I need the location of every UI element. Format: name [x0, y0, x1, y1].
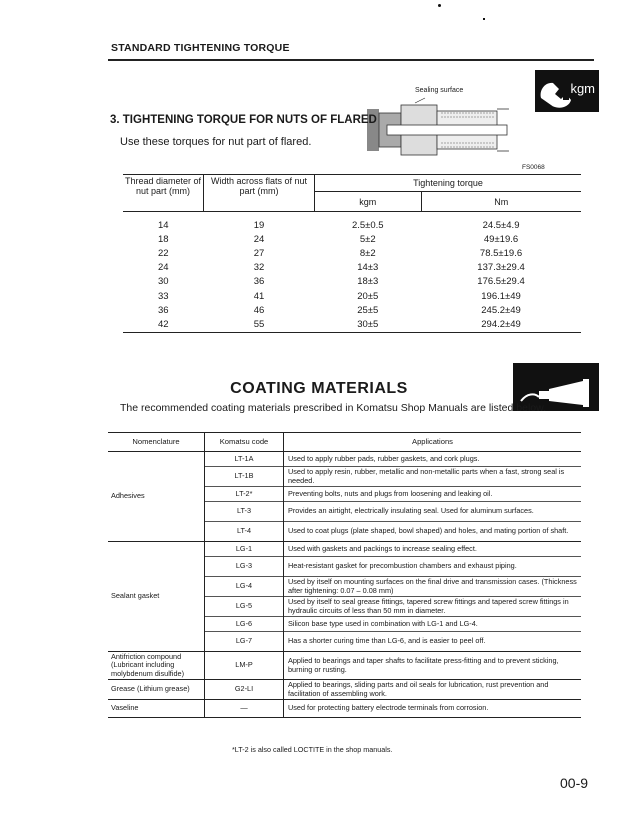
kgm-cell: 20±5 [357, 290, 379, 302]
width-cell: 27 [253, 247, 265, 259]
application-cell: Used for protecting battery electrode terminals from corrosion. [288, 703, 489, 713]
nm-cell: 137.3±29.4 [477, 262, 525, 274]
table-row [123, 218, 581, 232]
width-cell: 41 [253, 290, 265, 302]
thread-cell: 24 [157, 262, 169, 274]
table-row [123, 232, 581, 246]
page-number: 00-9 [560, 775, 589, 791]
code-cell: LG-3 [205, 557, 284, 577]
width-cell: 32 [253, 262, 265, 274]
section-title: 3. TIGHTENING TORQUE FOR NUTS OF FLARED [110, 114, 377, 126]
table-row [123, 303, 581, 317]
application-cell: Provides an airtight, electrically insulating seal. Used for aluminum surfaces. [288, 506, 534, 516]
code-cell: LG-4 [205, 577, 284, 597]
application-cell: Used with gaskets and packings to increase sealing effect. [288, 543, 477, 553]
thread-cell: 22 [157, 247, 169, 259]
header-rule [108, 59, 594, 61]
code-cell: LT-3 [205, 502, 284, 522]
figure-code: FS0068 [522, 164, 545, 171]
application-cell: Has a shorter curing time than LG-6, and is easier to peel off. [288, 636, 486, 646]
coating-table [108, 432, 581, 718]
col-header-kgm: kgm [315, 192, 422, 212]
nm-cell: 245.2±49 [481, 304, 521, 316]
application-cell: Applied to bearings, sliding parts and oil seals for lubrication, rust prevention and facilitation of assembling work. [288, 680, 549, 698]
col-header-code: Komatsu code [205, 433, 284, 452]
nm-cell: 294.2±49 [481, 318, 521, 330]
width-cell: 36 [253, 276, 265, 288]
table-row [108, 700, 581, 718]
table-row [123, 261, 581, 275]
thread-cell: 18 [157, 233, 169, 245]
flared-nut-diagram [367, 95, 512, 165]
application-cell: Preventing bolts, nuts and plugs from loosening and leaking oil. [288, 488, 493, 498]
speck-mark [438, 4, 441, 7]
col-header-tightening: Tightening torque [315, 175, 582, 192]
code-cell: LT-1B [205, 467, 284, 487]
nm-cell: 176.5±29.4 [477, 276, 525, 288]
application-cell: Silicon base type used in combination with LG-1 and LG-4. [288, 618, 478, 628]
application-cell: Applied to bearings and taper shafts to facilitate press-fitting and to prevent sticking, burning or rusting. [288, 656, 559, 674]
kgm-cell: 2.5±0.5 [351, 219, 384, 231]
table-row [108, 680, 581, 700]
code-cell: G2-LI [205, 680, 284, 700]
kgm-label: kgm [570, 81, 595, 96]
table-row [108, 652, 581, 680]
page-header-title: STANDARD TIGHTENING TORQUE [111, 42, 290, 54]
group-adhesives: Adhesives [108, 452, 205, 542]
coating-title: COATING MATERIALS [230, 380, 408, 397]
nm-cell: 24.5±4.9 [482, 219, 520, 231]
width-cell: 55 [253, 318, 265, 330]
kgm-cell: 25±5 [357, 304, 379, 316]
kgm-cell: 18±3 [357, 276, 379, 288]
code-cell: LM-P [205, 652, 284, 680]
code-cell: LG-6 [205, 617, 284, 632]
thread-cell: 30 [157, 276, 169, 288]
kgm-cell: 5±2 [359, 233, 376, 245]
group-antifriction: Antifriction compound (Lubricant including molybdenum disulfide) [108, 652, 205, 680]
thread-cell: 36 [157, 304, 169, 316]
table-row [123, 246, 581, 260]
code-cell: LT-1A [205, 452, 284, 467]
coating-subtitle: The recommended coating materials prescribed in Komatsu Shop Manuals are listed below. [120, 402, 547, 414]
col-header-thread: Thread diameter of nut part (mm) [123, 175, 204, 212]
section-subtitle: Use these torques for nut part of flared. [120, 136, 312, 148]
code-cell: LG-5 [205, 597, 284, 617]
table-row [123, 275, 581, 289]
application-cell: Used to apply rubber pads, rubber gaskets, and cork plugs. [288, 453, 480, 463]
kgm-cell: 14±3 [357, 262, 379, 274]
width-cell: 19 [253, 219, 265, 231]
group-grease: Grease (Lithium grease) [108, 680, 205, 700]
group-sealant-gasket: Sealant gasket [108, 542, 205, 652]
nm-cell: 49±19.6 [483, 233, 519, 245]
speck-mark [483, 18, 485, 20]
application-cell: Used by itself on mounting surfaces on the final drive and transmission cases. (Thickness after tightening: 0.07 – 0.08 mm) [288, 577, 577, 595]
code-cell: LT-2* [205, 487, 284, 502]
footnote: *LT-2 is also called LOCTITE in the shop manuals. [232, 745, 393, 754]
nm-cell: 196.1±49 [481, 290, 521, 302]
kgm-cell: 30±5 [357, 318, 379, 330]
wrench-kgm-icon [535, 70, 599, 112]
table-row [123, 289, 581, 303]
thread-cell: 14 [157, 219, 169, 231]
application-cell: Used to apply resin, rubber, metallic and non-metallic parts when a fast, strong seal is needed. [288, 467, 565, 485]
application-cell: Used by itself to seal grease fittings, tapered screw fittings and tapered screw fittings in hydraulic circuits of less than 50 mm in diameter. [288, 597, 569, 615]
col-header-applications: Applications [412, 436, 453, 446]
thread-cell: 42 [157, 318, 169, 330]
col-header-nm: Nm [494, 196, 509, 207]
table-row [123, 317, 581, 332]
col-header-width: Width across flats of nut part (mm) [204, 175, 315, 212]
nm-cell: 78.5±19.6 [479, 247, 523, 259]
code-cell: LT-4 [205, 522, 284, 542]
width-cell: 46 [253, 304, 265, 316]
application-cell: Used to coat plugs (plate shaped, bowl shaped) and holes, and mating portion of shaft. [288, 526, 569, 536]
sealing-surface-label: Sealing surface [415, 87, 464, 94]
kgm-cell: 8±2 [359, 247, 376, 259]
application-cell: Heat-resistant gasket for precombustion chambers and exhaust piping. [288, 561, 517, 571]
code-cell: — [205, 700, 284, 718]
code-cell: LG-1 [205, 542, 284, 557]
code-cell: LG-7 [205, 632, 284, 652]
col-header-nomenclature: Nomenclature [108, 433, 205, 452]
width-cell: 24 [253, 233, 265, 245]
torque-table [123, 174, 581, 333]
group-vaseline: Vaseline [108, 700, 205, 718]
table-row [108, 542, 581, 557]
table-row [108, 452, 581, 467]
thread-cell: 33 [157, 290, 169, 302]
